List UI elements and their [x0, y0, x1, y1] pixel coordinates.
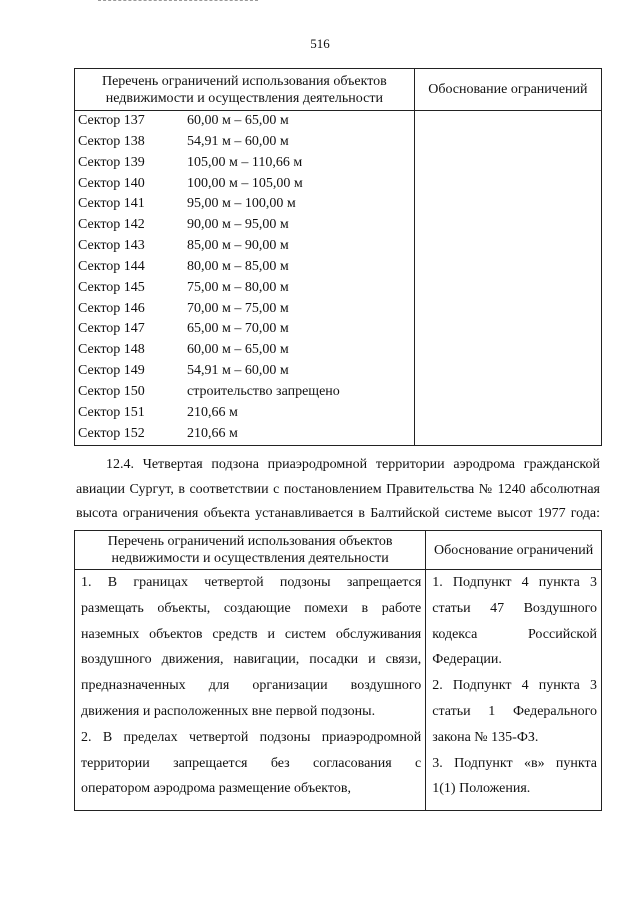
height-range: 90,00 м – 95,00 м — [187, 217, 289, 233]
sector-row — [75, 403, 414, 424]
sector-label: Сектор 139 — [78, 154, 145, 170]
justification-text-line: 1. Подпункт 4 пункта 3 — [432, 575, 597, 590]
sector-label: Сектор 143 — [78, 238, 145, 254]
table-header-row — [75, 69, 602, 111]
sector-row — [75, 340, 414, 361]
height-range: 54,91 м – 60,00 м — [187, 363, 289, 379]
sector-row — [75, 174, 414, 195]
fourth-subzone-table — [74, 530, 602, 811]
page-number: 516 — [310, 36, 330, 51]
restriction-text-line: наземных объектов средств и систем обслуживания — [81, 626, 422, 642]
justification-text-line: статьи 1 Федерального — [432, 703, 597, 719]
sector-label: Сектор 142 — [78, 217, 145, 233]
height-range: 65,00 м – 70,00 м — [187, 321, 289, 337]
restriction-text-line: воздушного движения, навигации, посадки и связи, — [81, 652, 422, 668]
sector-row — [75, 299, 414, 320]
sector-label: Сектор 149 — [78, 363, 145, 379]
justification-cell-empty — [414, 111, 601, 446]
justification-text-line: 2. Подпункт 4 пункта 3 — [432, 678, 597, 694]
paragraph-line: 12.4. Четвертая подзона приаэродромной территории аэродрома гражданской — [106, 457, 600, 472]
sector-row — [75, 382, 414, 403]
restriction-text-line: 1. В границах четвертой подзоны запрещается — [81, 575, 422, 590]
restriction-text-line: оператором аэродрома размещение объектов, — [81, 781, 351, 797]
justification-text-line: Федерации. — [432, 652, 502, 668]
restriction-text-line: 2. В пределах четвертой подзоны приаэродромной — [81, 729, 422, 745]
sector-label: Сектор 138 — [78, 133, 145, 149]
height-range: строительство запрещено — [187, 383, 340, 399]
sector-label: Сектор 152 — [78, 425, 145, 441]
sector-row — [75, 319, 414, 340]
restriction-text-line: движения и расположенных вне первой подзоны. — [81, 703, 376, 719]
sector-row — [75, 194, 414, 215]
height-range: 60,00 м – 65,00 м — [187, 342, 289, 358]
restriction-text-line: территории запрещается без согласования с — [81, 755, 422, 771]
justification-text-line: кодекса Российской — [432, 626, 597, 642]
header-justification: Обоснование ограничений — [426, 531, 602, 570]
height-range: 54,91 м – 60,00 м — [187, 133, 289, 149]
sector-label: Сектор 150 — [78, 383, 145, 399]
height-range: 210,66 м — [187, 425, 238, 441]
sector-label: Сектор 148 — [78, 342, 145, 358]
scan-edge-mark — [98, 0, 258, 1]
header-justification: Обоснование ограничений — [414, 69, 601, 111]
table-header-row — [75, 531, 602, 570]
restriction-text-line: предназначенных для организации воздушного — [81, 678, 422, 694]
sector-label: Сектор 151 — [78, 404, 145, 420]
sector-row — [75, 132, 414, 153]
height-range: 210,66 м — [187, 404, 238, 420]
sector-height-table — [74, 68, 602, 446]
sector-row — [75, 236, 414, 257]
sector-list-cell — [75, 111, 415, 446]
height-range: 60,00 м – 65,00 м — [187, 113, 289, 128]
height-range: 70,00 м – 75,00 м — [187, 300, 289, 316]
justification-text-line: 1(1) Положения. — [432, 781, 531, 797]
restriction-text-line: размещать объекты, создающие помехи в работе — [81, 600, 422, 616]
sector-label: Сектор 146 — [78, 300, 145, 316]
header-restrictions: Перечень ограничений использования объектов недвижимости и осуществления деятельности — [75, 531, 426, 570]
restrictions-text-cell — [75, 570, 426, 811]
paragraph-line: высота ограничения объекта устанавливается в Балтийской системе высот 1977 года: — [76, 506, 600, 521]
height-range: 95,00 м – 100,00 м — [187, 196, 296, 212]
sector-row — [75, 278, 414, 299]
height-range: 100,00 м – 105,00 м — [187, 175, 303, 191]
sector-row — [75, 361, 414, 382]
height-range: 80,00 м – 85,00 м — [187, 258, 289, 274]
section-12-4-paragraph — [76, 453, 600, 527]
justification-text-line: 3. Подпункт «в» пункта — [432, 755, 597, 771]
justification-text-line: закона № 135-ФЗ. — [432, 729, 539, 745]
header-restrictions: Перечень ограничений использования объектов недвижимости и осуществления деятельности — [75, 69, 415, 111]
height-range: 85,00 м – 90,00 м — [187, 238, 289, 254]
sector-label: Сектор 144 — [78, 258, 145, 274]
sector-label: Сектор 147 — [78, 321, 145, 337]
sector-row — [75, 153, 414, 174]
table-body-row — [75, 570, 602, 811]
sector-row — [75, 215, 414, 236]
sector-label: Сектор 140 — [78, 175, 145, 191]
justification-text-cell — [426, 570, 602, 811]
height-range: 105,00 м – 110,66 м — [187, 154, 303, 170]
sector-row — [75, 111, 414, 132]
sector-row — [75, 257, 414, 278]
height-range: 75,00 м – 80,00 м — [187, 279, 289, 295]
sector-label: Сектор 141 — [78, 196, 145, 212]
sector-row — [75, 424, 414, 445]
paragraph-line: авиации Сургут, в соответствии с постановлением Правительства № 1240 абсолютная — [76, 481, 600, 497]
sector-label: Сектор 145 — [78, 279, 145, 295]
sector-label: Сектор 137 — [78, 113, 145, 128]
justification-text-line: статьи 47 Воздушного — [432, 600, 597, 616]
table-body-row — [75, 111, 602, 446]
